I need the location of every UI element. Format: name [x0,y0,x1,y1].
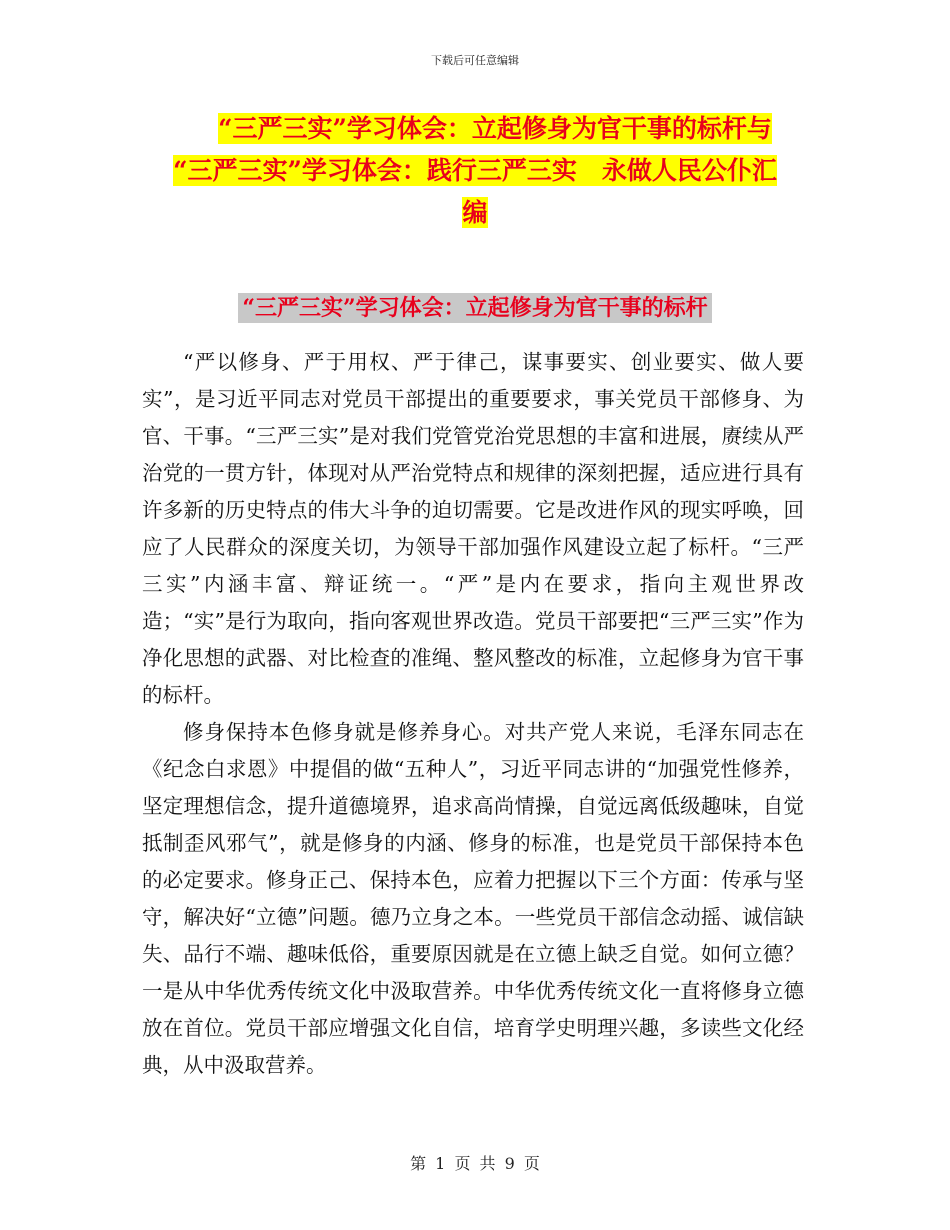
section-heading [0,288,950,328]
document-title [142,108,808,234]
body-text [142,344,804,1084]
title-line-1-text: “三严三实”学习体会：立起修身为官干事的标杆与 [218,114,772,143]
page-header-note: 下载后可任意编辑 [431,54,519,67]
title-line-3-text: 编 [462,198,488,227]
title-line-3 [142,192,808,234]
title-line-2 [142,150,808,192]
page-number: 第 1 页 共 9 页 [410,1154,540,1173]
title-line-1 [142,108,808,150]
paragraph-1: “严以修身、严于用权、严于律己，谋事要实、创业要实、做人要实”，是习近平同志对党员干部提出的重要要求，事关党员干部修身、为官、干事。“三严三实”是对我们党管党治党思想的丰富和进展，赓续从严治党的一贯方针，体现对从严治党特点和规律的深刻把握，适应进行具有许多新的历史特点的伟大斗争的迫切需要。它是改进作风的现实呼唤，回应了人民群众的深度关切，为领导干部加强作风建设立起了标杆。“三严三实”内涵丰富、辩证统一。“严”是内在要求，指向主观世界改造；“实”是行为取向，指向客观世界改造。党员干部要把“三严三实”作为净化思想的武器、对比检查的准绳、整风整改的标准，立起修身为官干事的标杆。 [142,350,804,707]
paragraph-2: 修身保持本色修身就是修养身心。对共产党人来说，毛泽东同志在《纪念白求恩》中提倡的做“五种人”，习近平同志讲的“加强党性修养，坚定理想信念，提升道德境界，追求高尚情操，自觉远离低级趣味，自觉抵制歪风邪气”，就是修身的内涵、修身的标准，也是党员干部保持本色的必定要求。修身正己、保持本色，应着力把握以下三个方面：传承与坚守，解决好“立德”问题。德乃立身之本。一些党员干部信念动摇、诚信缺失、品行不端、趣味低俗，重要原因就是在立德上缺乏自觉。如何立德？一是从中华优秀传统文化中汲取营养。中华优秀传统文化一直将修身立德放在首位。党员干部应增强文化自信，培育学史明理兴趣，多读些文化经典，从中汲取营养。 [142,720,804,1077]
title-line-2-text: “三严三实”学习体会：践行三严三实 永做人民公仆汇 [173,156,777,185]
section-heading-text: “三严三实”学习体会：立起修身为官干事的标杆 [238,293,711,323]
